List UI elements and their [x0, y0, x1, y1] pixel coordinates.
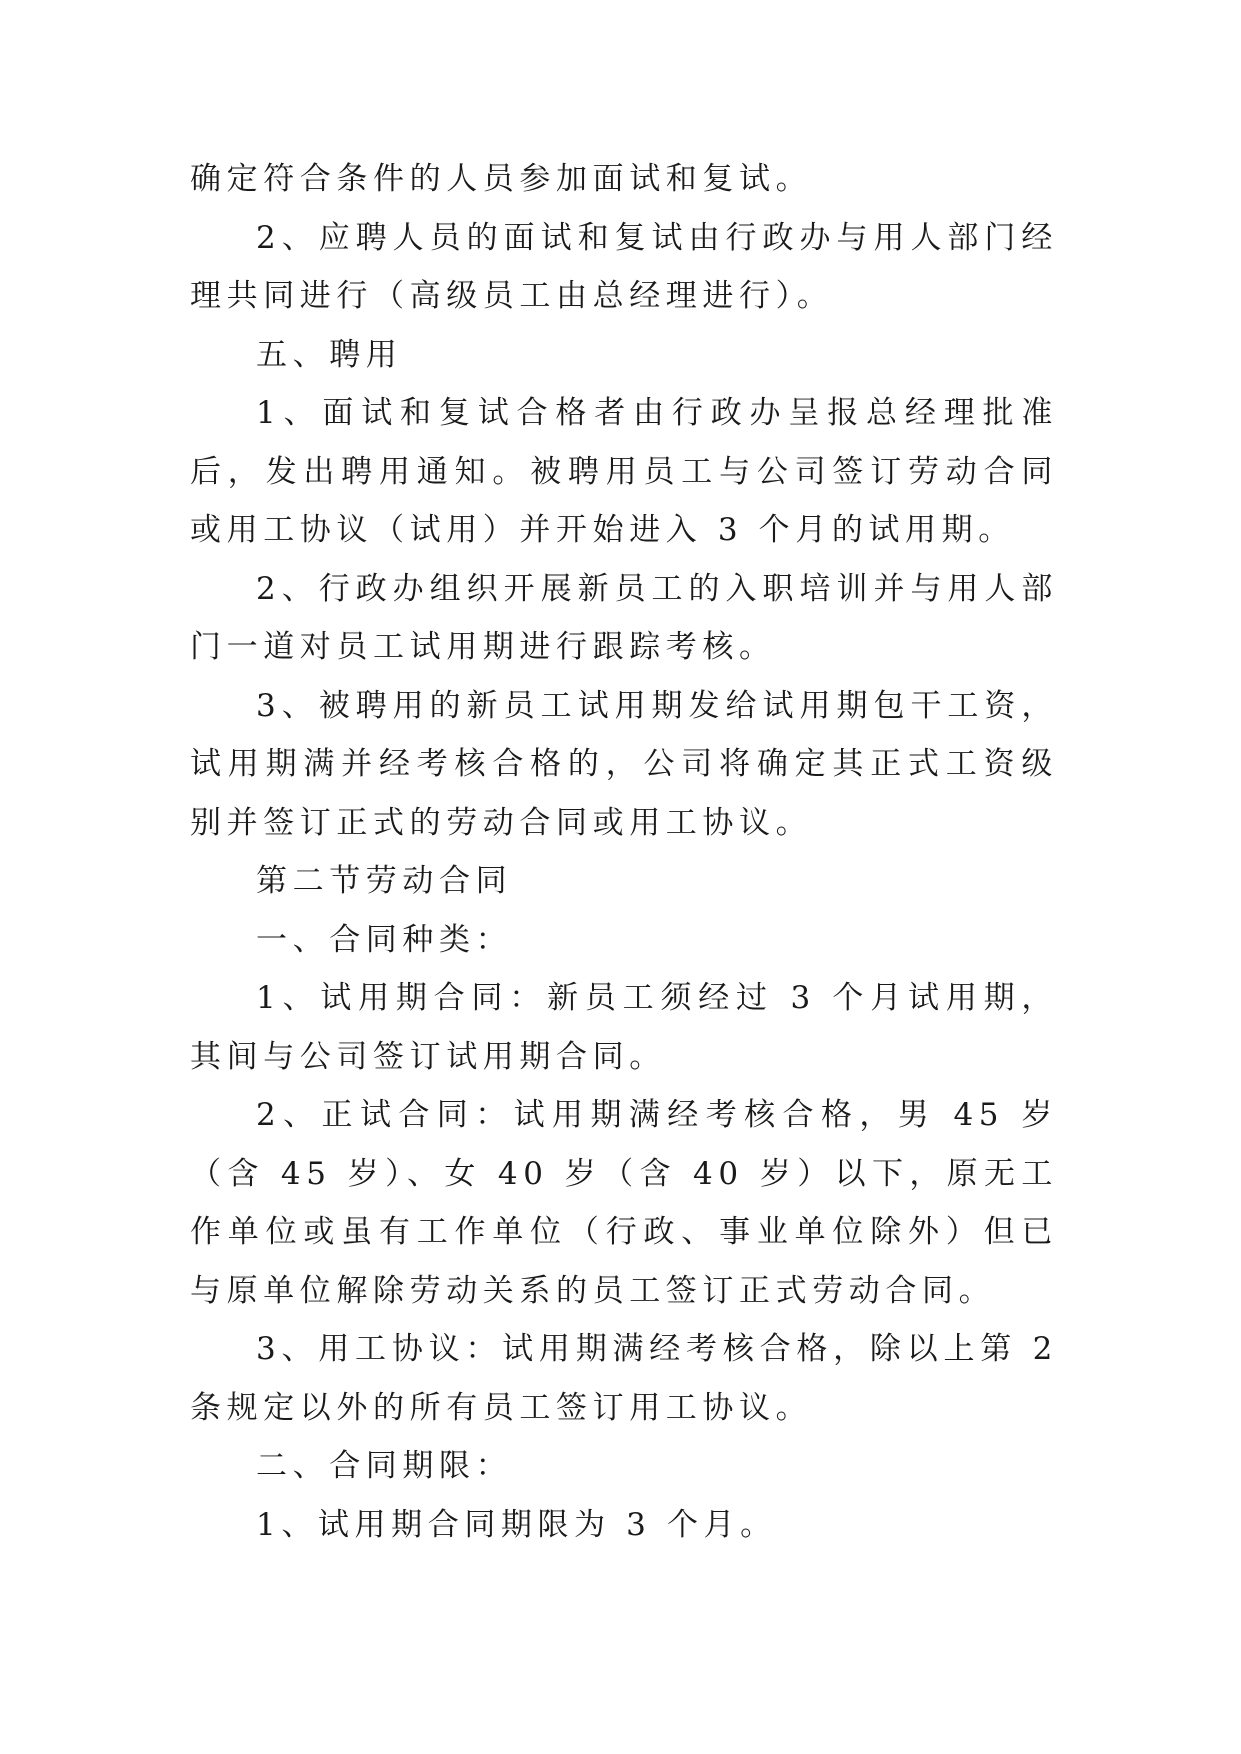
paragraph-employment-notice: 1、面试和复试合格者由行政办呈报总经理批准后，发出聘用通知。被聘用员工与公司签订劳动合同或用工协议（试用）并开始进入 3 个月的试用期。: [190, 395, 1058, 548]
paragraph-employment-agreement: 3、用工协议：试用期满经考核合格，除以上第 2 条规定以外的所有员工签订用工协议。: [190, 1331, 1058, 1426]
paragraph-continuation: 确定符合条件的人员参加面试和复试。: [190, 161, 813, 197]
section-heading-labor-contract: 第二节劳动合同: [256, 863, 513, 899]
paragraph-probation-salary: 3、被聘用的新员工试用期发给试用期包干工资，试用期满并经考核合格的，公司将确定其正式工资级别并签订正式的劳动合同或用工协议。: [190, 687, 1058, 841]
document-page: [190, 150, 1058, 1554]
subheading-contract-term: 二、合同期限：: [256, 1448, 513, 1484]
section-heading-employment: 五、聘用: [256, 336, 403, 373]
paragraph-probation-term: 1、试用期合同期限为 3 个月。: [256, 1506, 777, 1543]
paragraph-interview-responsibility: 2、应聘人员的面试和复试由行政办与用人部门经理共同进行（高级员工由总经理进行）。: [190, 219, 1058, 314]
paragraph-onboarding-training: 2、行政办组织开展新员工的入职培训并与用人部门一道对员工试用期进行跟踪考核。: [190, 570, 1058, 665]
paragraph-probation-contract: 1、试用期合同：新员工须经过 3 个月试用期，其间与公司签订试用期合同。: [190, 980, 1058, 1075]
subheading-contract-types: 一、合同种类：: [256, 921, 513, 958]
paragraph-formal-contract: 2、正试合同：试用期满经考核合格，男 45 岁（含 45 岁）、女 40 岁（含 40 岁）以下，原无工作单位或虽有工作单位（行政、事业单位除外）但已与原单位解除劳动关系的员工签订正式劳动合同。: [190, 1097, 1058, 1309]
